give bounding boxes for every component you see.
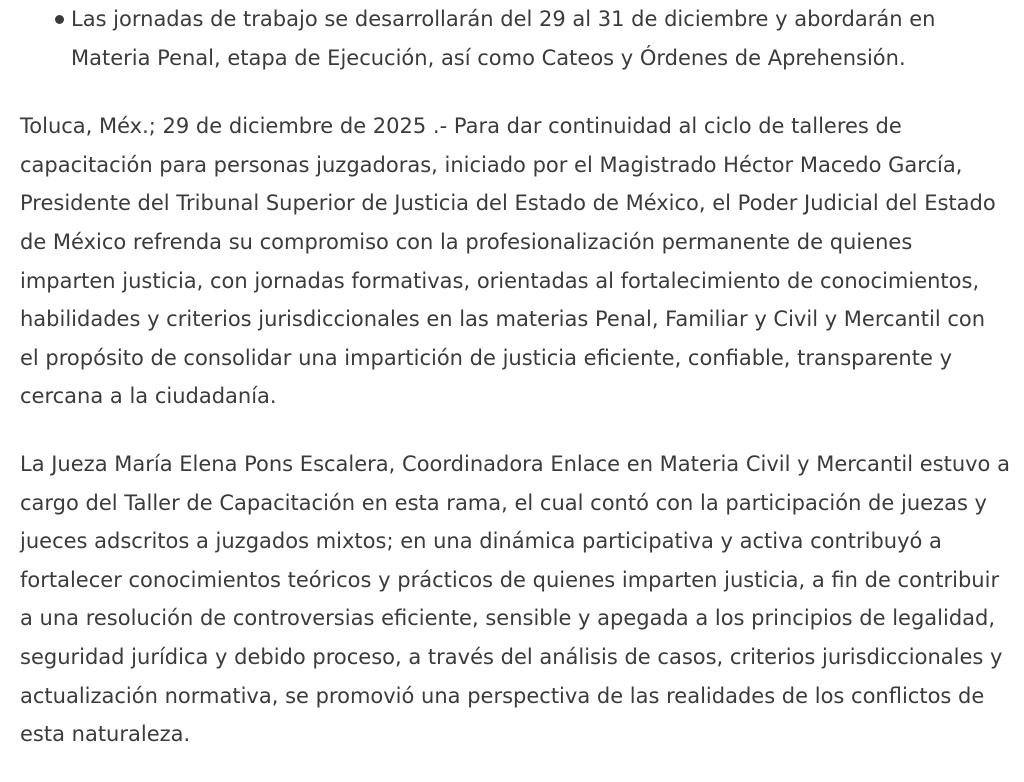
article-paragraph-civil: La Jueza María Elena Pons Escalera, Coordinadora Enlace en Materia Civil y Mercantil estuvo a cargo del Taller de Capacitación en esta rama, el cual contó con la participación de juezas y jueces adscritos a juzgados mixtos; en una dinámica participativa y activa contribuyó a fortalecer conocimientos teóricos y prácticos de quienes imparten justicia, a fin de contribuir a una resolución de controversias eficiente, sensible y apegada a los principios de legalidad, seguridad jurídica y debido proceso, a través del análisis de casos, criterios jurisdiccionales y actualización normativa, se promovió una perspectiva de las realidades de los conflictos de esta naturaleza. (20, 451, 1010, 747)
list-item-text: Las jornadas de trabajo se desarrollarán del 29 al 31 de diciembre y abordarán en Materia Penal, etapa de Ejecución, así como Cateos y Órdenes de Aprehensión. (71, 7, 936, 70)
article-body (20, 0, 1010, 754)
bullet-icon (55, 15, 64, 24)
list-item (20, 0, 1010, 77)
highlights-list (20, 0, 1010, 77)
article-paragraph-intro: Toluca, Méx.; 29 de diciembre de 2025 .- Para dar continuidad al ciclo de talleres de capacitación para personas juzgadoras, iniciado por el Magistrado Héctor Macedo García, Presidente del Tribunal Superior de Justicia del Estado de México, el Poder Judicial del Estado de México refrenda su compromiso con la profesionalización permanente de quienes imparten justicia, con jornadas formativas, orientadas al fortalecimiento de conocimientos, habilidades y criterios jurisdiccionales en las materias Penal, Familiar y Civil y Mercantil con el propósito de consolidar una impartición de justicia eficiente, confiable, transparente y cercana a la ciudadanía. (20, 114, 996, 409)
